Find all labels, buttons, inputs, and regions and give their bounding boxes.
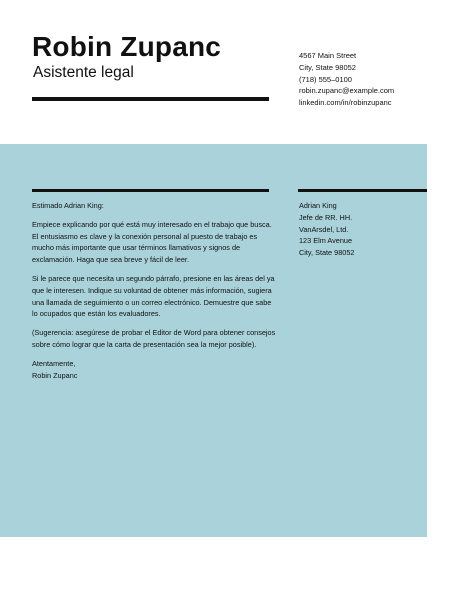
letter-closing: Atentamente,	[32, 358, 76, 368]
letter-body	[32, 200, 277, 381]
job-title: Asistente legal	[33, 64, 134, 81]
letter-divider	[32, 189, 269, 192]
recipient-divider	[298, 189, 427, 192]
recipient-company: VanArsdel, Ltd.	[299, 224, 349, 234]
contact-email: robin.zupanc@example.com	[299, 86, 395, 96]
recipient-info	[299, 200, 354, 259]
contact-phone: (718) 555–0100	[299, 74, 352, 84]
recipient-title: Jefe de RR. HH.	[299, 212, 353, 222]
letter-signature: Robin Zupanc	[32, 370, 78, 380]
letter-paragraph-1: Empiece explicando por qué está muy interesado en el trabajo que busca. El entusiasmo es clave y la conexión personal al puesto de trabajo es mucho más importante que usar términos llamativos y signos de exclamación. Haga que sea breve y fácil de leer.	[32, 219, 272, 265]
contact-linkedin: linkedin.com/in/robinzupanc	[299, 98, 392, 108]
contact-info	[299, 50, 394, 109]
recipient-street: 123 Elm Avenue	[299, 236, 353, 246]
recipient-city-state-zip: City, State 98052	[299, 248, 355, 258]
contact-city-state-zip: City, State 98052	[299, 62, 356, 72]
contact-street: 4567 Main Street	[299, 51, 357, 60]
recipient-name: Adrian King	[299, 201, 337, 210]
author-name: Robin Zupanc	[32, 31, 222, 62]
header-divider	[32, 97, 269, 101]
letter-greeting: Estimado Adrian King:	[32, 201, 104, 210]
letter-paragraph-2: Si le parece que necesita un segundo párrafo, presione en las áreas del ya que le interesen. Indique su voluntad de obtener más información, sugiera una llamada de seguimiento o un correo electrónico. Demuestre que sabe lo ocupados que están los evaluadores.	[32, 273, 275, 319]
letter-paragraph-3: (Sugerencia: asegúrese de probar el Editor de Word para obtener consejos sobre cómo lograr que la carta de presentación sea la mejor posible).	[32, 328, 276, 349]
